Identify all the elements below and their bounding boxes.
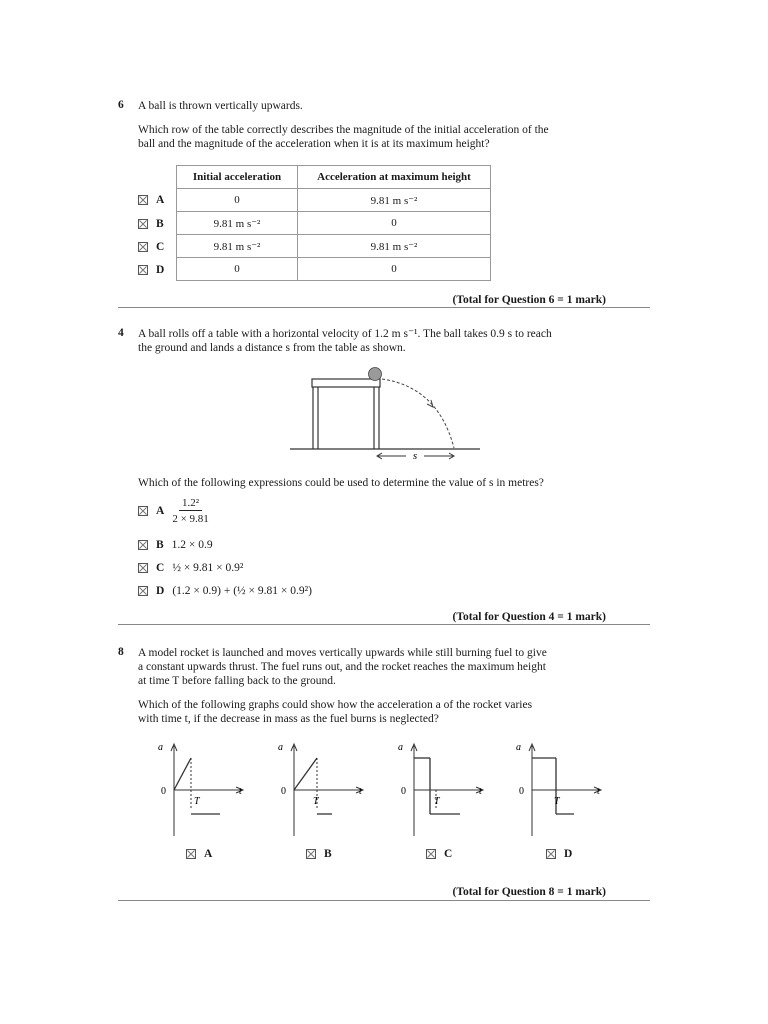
q6-header-max: Acceleration at maximum height — [298, 166, 491, 189]
axis-label: t — [479, 786, 482, 797]
option-letter: C — [156, 562, 165, 574]
option-letter: A — [156, 194, 165, 206]
checkbox-icon[interactable] — [426, 849, 436, 859]
q8-line2: a constant upwards thrust. The fuel runs out, and the rocket reaches the maximum height — [138, 661, 546, 673]
q8-option-c[interactable] — [426, 848, 452, 860]
q8-question-line1: Which of the following graphs could show how the acceleration a of the rocket varies — [138, 699, 533, 711]
q6-header-initial: Initial acceleration — [177, 166, 298, 189]
fraction-numerator: 1.2² — [179, 497, 202, 511]
ball-icon — [369, 368, 382, 381]
q4-line1: A ball rolls off a table with a horizontal velocity of 1.2 m s⁻¹. The ball takes 0.9 s to reach — [138, 328, 552, 340]
graph-a — [150, 738, 250, 840]
q6-total: (Total for Question 6 = 1 mark) — [452, 294, 606, 306]
axis-label: a — [398, 742, 403, 753]
time-label: T — [434, 796, 440, 807]
q8-option-d[interactable] — [546, 848, 572, 860]
q6-cell: 9.81 m s⁻² — [177, 235, 298, 258]
fraction — [172, 497, 208, 525]
q4-option-b[interactable] — [138, 539, 213, 551]
q6-option-b[interactable] — [138, 218, 164, 230]
q6-table — [176, 165, 491, 281]
q6-cell: 0 — [298, 212, 491, 235]
q6-cell: 9.81 m s⁻² — [298, 189, 491, 212]
q6-number: 6 — [118, 99, 124, 111]
origin-label: 0 — [519, 786, 524, 797]
checkbox-icon[interactable] — [138, 219, 148, 229]
option-letter: D — [156, 585, 165, 597]
q8-question-line2: with time t, if the decrease in mass as the fuel burns is neglected? — [138, 713, 439, 725]
q6-option-c[interactable] — [138, 241, 164, 253]
option-letter: B — [156, 539, 164, 551]
option-letter: A — [156, 505, 165, 517]
q8-option-a[interactable] — [186, 848, 212, 860]
checkbox-icon[interactable] — [138, 195, 148, 205]
table-ball-diagram — [288, 362, 484, 464]
origin-label: 0 — [161, 786, 166, 797]
axis-label: t — [239, 786, 242, 797]
option-letter: D — [156, 264, 165, 276]
checkbox-icon[interactable] — [138, 265, 148, 275]
divider — [118, 900, 650, 901]
q4-question: Which of the following expressions could be used to determine the value of s in metres? — [138, 477, 544, 489]
divider — [118, 307, 650, 308]
origin-label: 0 — [281, 786, 286, 797]
axis-label: t — [359, 786, 362, 797]
q8-total: (Total for Question 8 = 1 mark) — [452, 886, 606, 898]
q4-line2: the ground and lands a distance s from the table as shown. — [138, 342, 406, 354]
q6-stem: A ball is thrown vertically upwards. — [138, 100, 303, 112]
axis-label: t — [597, 786, 600, 797]
option-text: (1.2 × 0.9) + (½ × 9.81 × 0.9²) — [172, 585, 312, 597]
axis-label: a — [278, 742, 283, 753]
graph-c — [390, 738, 490, 840]
option-text: 1.2 × 0.9 — [171, 539, 213, 551]
q6-cell: 0 — [177, 189, 298, 212]
q4-option-a[interactable] — [138, 497, 209, 525]
checkbox-icon[interactable] — [186, 849, 196, 859]
fraction-denominator: 2 × 9.81 — [172, 513, 209, 525]
q6-cell: 9.81 m s⁻² — [177, 212, 298, 235]
table-row — [177, 212, 491, 235]
q6-question-line2: ball and the magnitude of the acceleration when it is at its maximum height? — [138, 138, 490, 150]
table-row — [177, 258, 491, 281]
q6-cell: 9.81 m s⁻² — [298, 235, 491, 258]
axis-label: a — [516, 742, 521, 753]
checkbox-icon[interactable] — [306, 849, 316, 859]
q4-number: 4 — [118, 327, 124, 339]
axis-label: a — [158, 742, 163, 753]
option-letter: C — [444, 848, 453, 860]
time-label: T — [194, 796, 200, 807]
q6-option-a[interactable] — [138, 194, 164, 206]
q4-option-d[interactable] — [138, 585, 312, 597]
graph-d — [508, 738, 608, 840]
q8-line3: at time T before falling back to the ground. — [138, 675, 336, 687]
option-text: ½ × 9.81 × 0.9² — [172, 562, 244, 574]
graph-b — [270, 738, 370, 840]
q4-option-c[interactable] — [138, 562, 243, 574]
time-label: T — [554, 796, 560, 807]
checkbox-icon[interactable] — [138, 540, 148, 550]
q6-cell: 0 — [177, 258, 298, 281]
divider — [118, 624, 650, 625]
option-letter: C — [156, 241, 165, 253]
q6-question-line1: Which row of the table correctly describes the magnitude of the initial acceleration of the — [138, 124, 549, 136]
option-letter: B — [324, 848, 332, 860]
q8-line1: A model rocket is launched and moves vertically upwards while still burning fuel to give — [138, 647, 547, 659]
q4-total: (Total for Question 4 = 1 mark) — [452, 611, 606, 623]
q6-cell: 0 — [298, 258, 491, 281]
checkbox-icon[interactable] — [138, 586, 148, 596]
checkbox-icon[interactable] — [138, 563, 148, 573]
checkbox-icon[interactable] — [138, 506, 148, 516]
table-row — [177, 189, 491, 212]
origin-label: 0 — [401, 786, 406, 797]
q8-option-b[interactable] — [306, 848, 332, 860]
time-label: T — [313, 796, 319, 807]
table-row — [177, 235, 491, 258]
option-letter: D — [564, 848, 573, 860]
distance-label: s — [412, 450, 418, 462]
checkbox-icon[interactable] — [546, 849, 556, 859]
option-letter: B — [156, 218, 164, 230]
q8-number: 8 — [118, 646, 124, 658]
q6-option-d[interactable] — [138, 264, 164, 276]
option-letter: A — [204, 848, 213, 860]
checkbox-icon[interactable] — [138, 242, 148, 252]
